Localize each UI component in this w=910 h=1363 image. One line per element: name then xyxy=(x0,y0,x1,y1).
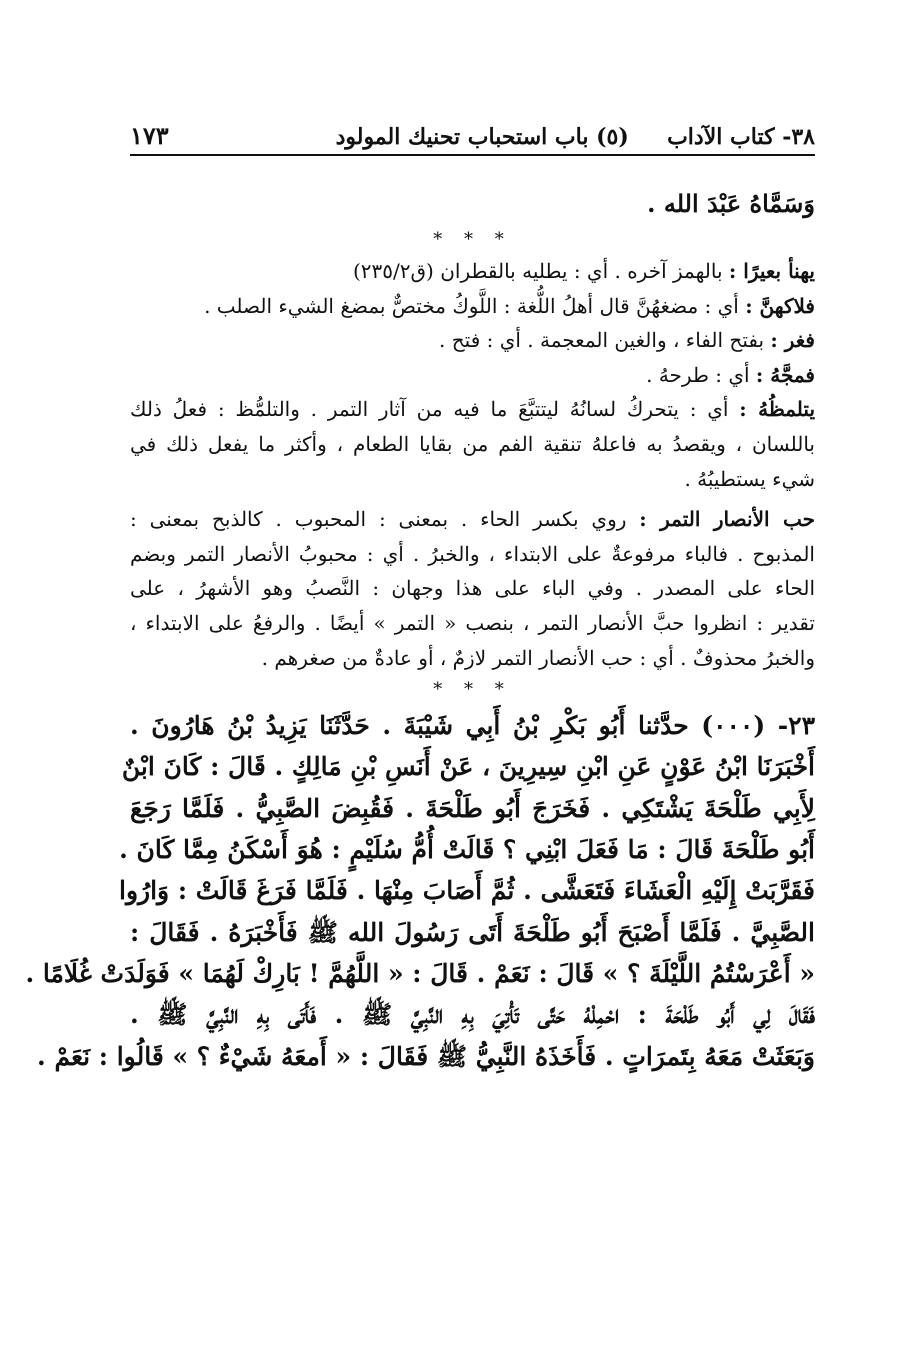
note-line: الحاء على المصدر . وفي الباء على هذا وجهان : النَّصبُ وهو الأشهرُ ، على xyxy=(130,576,815,601)
hadith-line: ٢٣- (٠٠٠) حدَّثنا أَبُو بَكْرِ بْنُ أَبِي شَيْبَةَ . حَدَّثَنَا يَزِيدُ بْنُ هَارُونَ . xyxy=(130,711,815,741)
note-term: يتلمظُهُ : xyxy=(739,397,816,422)
note-entry xyxy=(130,323,815,358)
note-line: تقدير : انظروا حبَّ الأنصار التمر ، بنصب « التمر » أيضًا . والرفعُ على الابتداء ، xyxy=(130,610,815,635)
note-text: روي بكسر الحاء . بمعنى : المحبوب . كالذبح بمعنى : xyxy=(130,507,640,532)
note-term: فلاكهنَّ : xyxy=(745,293,815,318)
hadith-line: أَخْبَرَنَا ابْنُ عَوْنٍ عَنِ ابْنِ سِيرِينَ ، عَنْ أَنَسِ بْنِ مَالِكٍ . قَالَ : كَانَ ابْنٌ xyxy=(121,752,815,782)
note-entry xyxy=(130,289,815,324)
page-number: ١٧٣ xyxy=(130,121,169,150)
note-text: أي : مضغهُنَّ قال أهلُ اللُّغة : اللَّوكُ مختصٌّ بمضغ الشيء الصلب . xyxy=(204,293,746,318)
page-header xyxy=(130,110,815,156)
note-line: المذبوح . فالباء مرفوعةٌ على الابتداء ، والخبرُ . أي : محبوبُ الأنصار التمر وبضم xyxy=(130,541,815,566)
note-entry xyxy=(130,502,815,537)
section-separator: * * * xyxy=(433,679,512,701)
hadith-line: الصَّبِيَّ . فَلَمَّا أَصْبَحَ أَبُو طَلْحَةَ أَتَى رَسُولَ الله ﷺ فَأَخْبَرَهُ . فَقَالَ : xyxy=(130,917,815,947)
note-line: والخبرُ محذوفٌ . أي : حب الأنصار التمر لازمٌ ، أو عادةٌ من صغرهم . xyxy=(261,645,815,670)
hadith-line: « أَعْرَسْتُمُ اللَّيْلَةَ ؟ » قَالَ : نَعَمْ . قَالَ : « اللَّهُمَّ ! بَارِكْ لَهُمَا » فَوَلَدَتْ غُلَامًا . xyxy=(25,958,815,988)
hadith-line: لِأَبِي طَلْحَةَ يَشْتَكِي . فَخَرَجَ أَبُو طَلْحَةَ . فَقُبِضَ الصَّبِيُّ . فَلَمَّا رَجَعَ xyxy=(130,793,815,823)
glossary-notes xyxy=(130,254,815,675)
hadith-line: أَبُو طَلْحَةَ قَالَ : مَا فَعَلَ ابْنِي ؟ قَالَتْ أُمُّ سُلَيْمٍ : هُوَ أَسْكَنُ مِمَّا كَانَ . xyxy=(119,835,815,865)
note-line: باللسان ، ويقصدُ به فاعلهُ تنقية الفم من بقايا الطعام ، وأكثر ما يفعل ذلك في xyxy=(130,431,815,456)
running-title xyxy=(336,124,815,150)
hadith-line: وَبَعَثَتْ مَعَهُ بِتَمرَاتٍ . فَأَخَذَهُ النَّبِيُّ ﷺ فَقَالَ : « أَمعَهُ شَيْءٌ ؟ » قَالُوا : نَعَمْ . xyxy=(37,1041,815,1071)
chapter-title: ٣٨- كتاب الآداب xyxy=(667,124,815,150)
book-page xyxy=(25,110,816,1077)
note-entry xyxy=(130,254,815,289)
note-entry xyxy=(130,358,815,393)
note-term: يهنأ بعيرًا : xyxy=(728,259,815,283)
note-term: فمجَّهُ : xyxy=(755,362,815,387)
section-separator: * * * xyxy=(433,229,512,250)
opening-line: وَسَمَّاهُ عَبْدَ الله . xyxy=(647,189,815,218)
note-text: بالهمز آخره . أي : يطليه بالقطران (ق٢٣٥/٢) xyxy=(352,259,729,283)
hadith-line: فَقَالَ لِي أَبُو طَلْحَةَ : احْمِلْهُ حَتَّى تَأْتِيَ بِهِ النَّبِيَّ ﷺ . فَأَتَى بِهِ النَّبِيَّ ﷺ . xyxy=(130,1000,815,1030)
hadith-number: ٢٣- (٠٠٠) xyxy=(701,711,815,741)
section-title: (٥) باب استحباب تحنيك المولود xyxy=(335,124,629,150)
hadith-text xyxy=(25,705,815,1077)
hadith-line: فَقَرَّبَتْ إِلَيْهِ الْعَشَاءَ فَتَعَشَّى . ثُمَّ أَصَابَ مِنْهَا . فَلَمَّا فَرَغَ قَالَتْ : وَارُوا xyxy=(119,876,815,906)
note-text: أي : يتحركُ لسانُهُ ليتتبَّعَ ما فيه من آثار التمر . والتلمُّظ : فعلُ ذلك xyxy=(130,397,740,422)
note-entry xyxy=(130,392,815,427)
note-line: شيء يستطيبُهُ . xyxy=(684,466,815,491)
note-text: بفتح الفاء ، والغين المعجمة . أي : فتح . xyxy=(439,328,771,353)
note-term: حب الأنصار التمر : xyxy=(639,507,816,532)
note-text: أي : طرحهُ . xyxy=(646,362,756,387)
note-term: فغر : xyxy=(770,328,815,353)
